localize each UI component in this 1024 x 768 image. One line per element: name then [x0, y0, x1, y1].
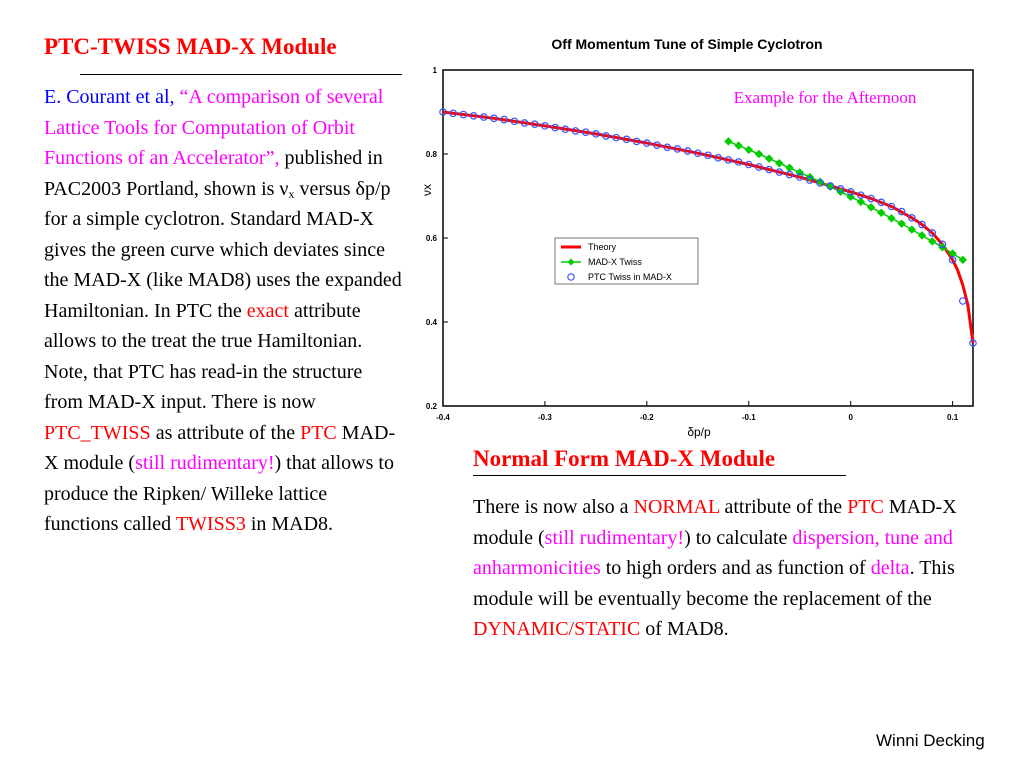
- y-tick-label: 0.6: [425, 234, 437, 243]
- x-tick-label: -0.1: [741, 413, 756, 422]
- ptc-twiss-keyword: PTC_TWISS: [44, 421, 151, 444]
- slide-title: PTC-TWISS MAD-X Module: [44, 34, 337, 59]
- legend-theory-label: Theory: [588, 242, 617, 252]
- normal-form-description: [473, 492, 983, 645]
- text-part-6: ) that allows to produce the Ripken/ Willeke lattice functions called: [44, 452, 394, 535]
- left-description: [44, 82, 406, 540]
- nf-part-6: . This module will be eventually become the replacement of the: [473, 557, 955, 610]
- text-part-5: MAD-X module (: [44, 421, 396, 474]
- nf-ptc-keyword: PTC: [847, 496, 884, 518]
- x-tick-label: -0.3: [538, 413, 552, 422]
- y-axis-label: νx: [420, 184, 434, 196]
- chart-annotation: Example for the Afternoon: [733, 88, 917, 107]
- nf-part-7: of MAD8.: [640, 618, 729, 640]
- nf-part-2: attribute of the: [719, 496, 848, 518]
- exact-keyword: exact: [246, 299, 289, 322]
- x-axis-label: δp/p: [687, 425, 711, 439]
- twiss3-keyword: TWISS3: [175, 513, 246, 535]
- footer-author: Winni Decking: [876, 731, 985, 750]
- rudimentary-note: still rudimentary!: [135, 452, 275, 474]
- text-part-1: published in PAC2003 Portland, shown is ν: [44, 147, 383, 200]
- y-tick-label: 0.4: [425, 318, 437, 327]
- x-tick-label: 0: [848, 413, 853, 422]
- nf-part-4: ) to calculate: [684, 526, 793, 549]
- text-part-4: as attribute of the: [150, 421, 301, 444]
- x-tick-label: 0.1: [947, 413, 959, 422]
- legend: [555, 238, 698, 284]
- nf-rudimentary-note: still rudimentary!: [544, 526, 685, 549]
- author-citation: E. Courant et al,: [44, 86, 175, 108]
- nf-part-3: MAD-X module (: [473, 496, 957, 549]
- y-tick-label: 0.2: [425, 402, 437, 411]
- normal-keyword: NORMAL: [633, 496, 720, 518]
- x-tick-label: -0.2: [639, 413, 654, 422]
- normal-form-heading: Normal Form MAD-X Module: [473, 446, 776, 471]
- heading-underline: [473, 475, 846, 476]
- tune-chart: [415, 30, 990, 445]
- delta-keyword: delta: [870, 557, 910, 579]
- y-tick-label: 1: [432, 66, 437, 75]
- text-part-2: versus δp/p for a simple cyclotron. Standard MAD-X gives the green curve which deviates since the MAD-X (like MAD8) uses the expanded Hamiltonian. In PTC the: [44, 177, 402, 322]
- dynamic-static-keyword: DYNAMIC/STATIC: [473, 618, 641, 640]
- legend-madx-label: MAD-X Twiss: [588, 257, 642, 267]
- x-tick-label: -0.4: [436, 413, 450, 422]
- nf-part-1: There is now also a: [473, 496, 634, 518]
- paper-title: “A comparison of several Lattice Tools for Computation of Orbit Functions of an Accelerator”,: [44, 86, 384, 169]
- legend-ptc-label: PTC Twiss in MAD-X: [588, 272, 672, 282]
- chart-title: Off Momentum Tune of Simple Cyclotron: [551, 36, 823, 52]
- text-part-7: in MAD8.: [245, 513, 334, 535]
- dispersion-phrase: dispersion, tune and anharmonicities: [473, 526, 953, 579]
- y-tick-label: 0.8: [425, 150, 437, 159]
- nf-part-5: to high orders and as function of: [600, 557, 871, 579]
- nu-subscript: x: [288, 186, 295, 201]
- ptc-keyword: PTC: [300, 421, 337, 444]
- chart-svg: [415, 30, 990, 445]
- text-part-3: attribute allows to the treat the true Hamiltonian. Note, that PTC has read-in the structure from MAD-X input. There is now: [44, 299, 363, 413]
- title-underline: [80, 74, 402, 75]
